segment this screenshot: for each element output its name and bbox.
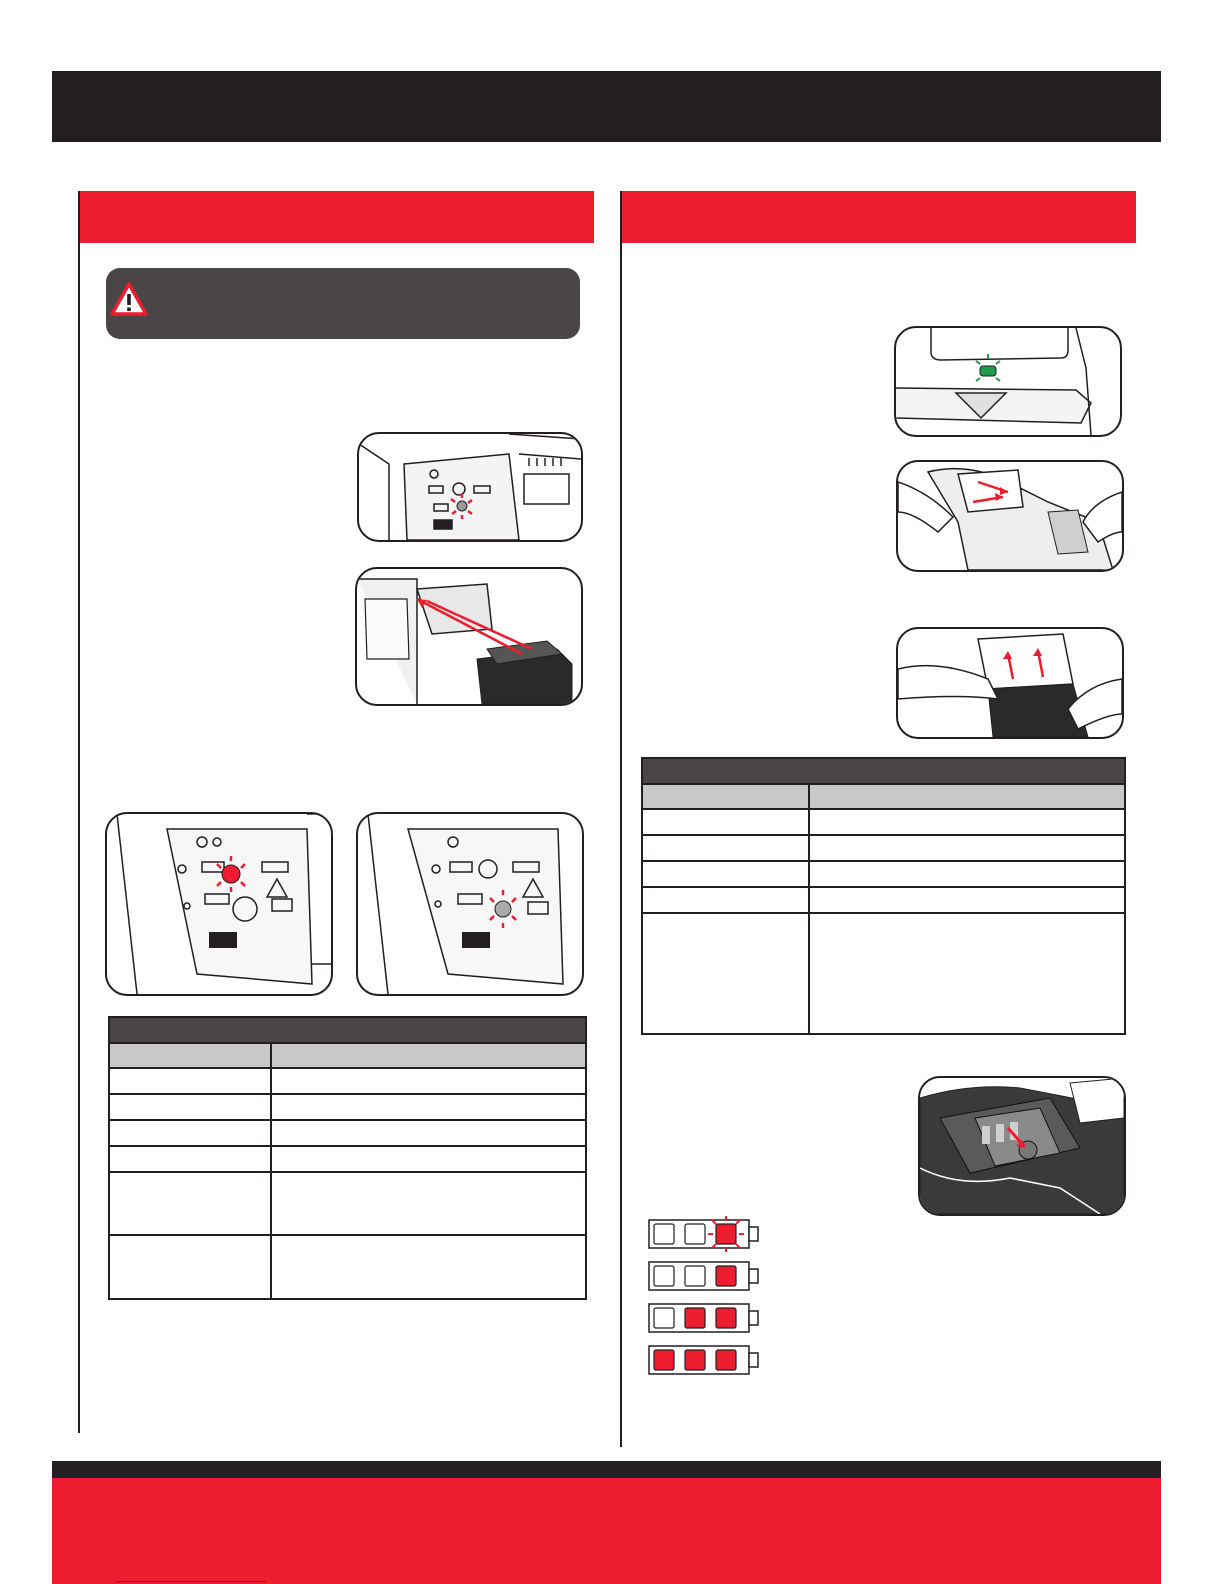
table-cell [642,913,809,1034]
fuel-gauge-battery-icon [649,1262,758,1290]
gauge-cell-filled [685,1308,705,1328]
warning-box [106,268,580,339]
charger-led-panel-illustration [357,432,583,542]
gauge-cell-empty [654,1308,674,1328]
table-cell [809,913,1125,1034]
gauge-cell-filled [685,1350,705,1370]
table-cell [109,1068,271,1094]
table-row [109,1235,586,1299]
fuel-gauge-battery-icon [649,1304,758,1332]
table-row [109,1172,586,1235]
table-cell [109,1235,271,1299]
table-row [109,1068,586,1094]
table-cell [271,1094,586,1120]
table-cell [809,861,1125,887]
table-row [642,835,1125,861]
gauge-cell-filled [716,1266,736,1286]
gauge-cell-empty [654,1266,674,1286]
fuel-gauge-button-illustration [918,1076,1126,1216]
table-cell [271,1068,586,1094]
left-section-heading [80,191,594,243]
table-row [642,809,1125,835]
gauge-cell-filled [716,1224,736,1244]
right-column-rule [620,191,622,1447]
table-cell [109,1120,271,1146]
table-cell [809,835,1125,861]
table-cell [271,1146,586,1172]
table-cell [271,1120,586,1146]
top-header-bar [52,71,1161,142]
table-row [642,861,1125,887]
table-cell [642,887,809,913]
table-cell [109,1172,271,1235]
right-info-table [641,757,1126,1035]
table-cell [271,1235,586,1299]
table-cell [809,809,1125,835]
remove-battery-illustration [896,460,1124,572]
battery-insert-illustration [355,567,583,706]
charger-red-led-illustration [105,812,333,996]
table-row [109,1146,586,1172]
left-table-header-1 [109,1043,271,1068]
left-column-rule [78,191,80,1433]
insert-battery-illustration [896,627,1124,739]
table-cell [271,1172,586,1235]
table-row [642,913,1125,1034]
fuel-gauge-icons [640,1208,770,1378]
table-row [642,887,1125,913]
table-row [109,1120,586,1146]
left-info-table [108,1016,587,1300]
table-cell [809,887,1125,913]
right-table-header-1 [642,784,809,809]
right-section-heading [622,191,1136,243]
footer-bar [52,1461,1161,1478]
gauge-cell-empty [685,1224,705,1244]
gauge-cell-filled [716,1350,736,1370]
footer-band [52,1478,1161,1584]
warning-triangle-icon [109,280,149,320]
table-cell [642,835,809,861]
footer-link[interactable] [116,1581,266,1582]
charger-fault-led-illustration [356,812,584,996]
table-row [109,1094,586,1120]
fuel-gauge-battery-icon [649,1346,758,1374]
right-table-header-2 [809,784,1125,809]
table-cell [109,1146,271,1172]
gauge-cell-filled [716,1308,736,1328]
table-cell [642,861,809,887]
gauge-cell-empty [685,1266,705,1286]
fuel-gauge-battery-icon [649,1216,758,1252]
gauge-cell-filled [654,1350,674,1370]
table-cell [642,809,809,835]
fuel-gauge-legend [640,1208,770,1378]
gauge-cell-empty [654,1224,674,1244]
table-cell [109,1094,271,1120]
left-table-title [109,1017,586,1043]
left-table-header-2 [271,1043,586,1068]
charger-green-led-illustration [894,326,1122,437]
right-table-title [642,758,1125,784]
